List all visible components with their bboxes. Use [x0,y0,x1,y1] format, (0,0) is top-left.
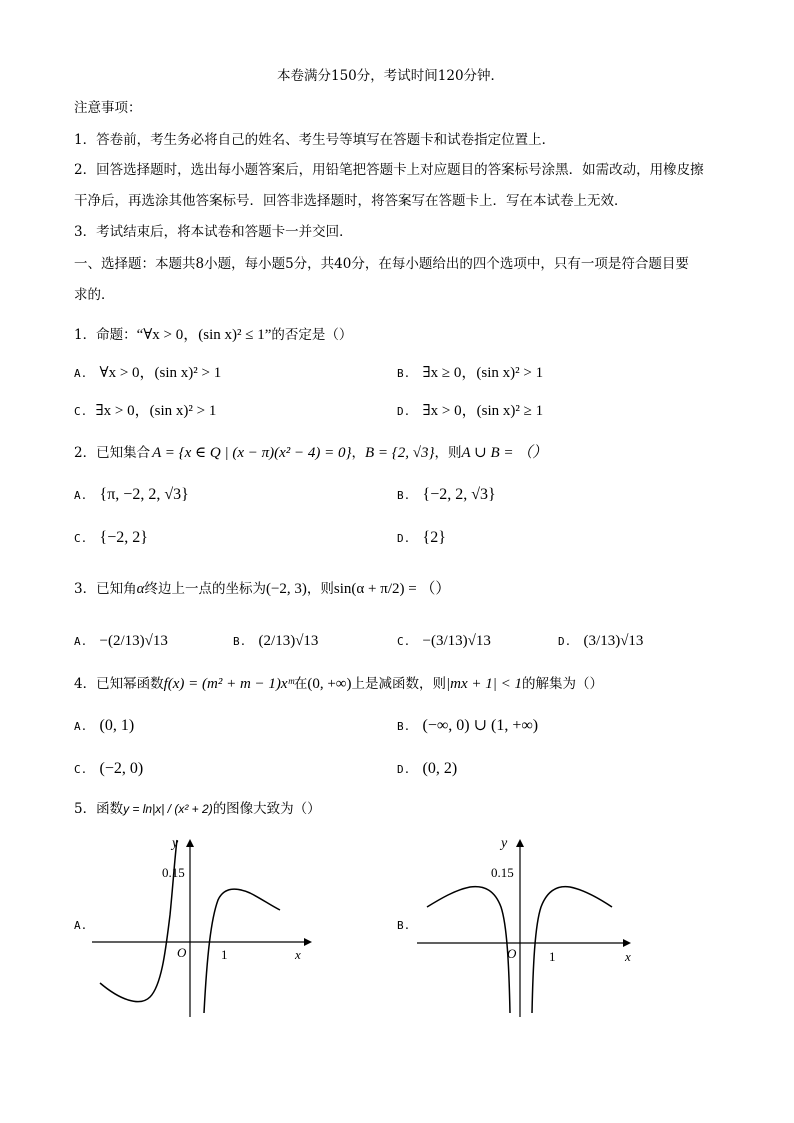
option-letter: D. [397,405,411,418]
graph-a-tick-label: 0.15 [162,865,185,880]
graph-b-y-label: y [501,836,508,851]
option-letter: B. [397,367,411,380]
option-letter: D. [558,635,572,648]
graph-a-y-label: y [172,836,179,851]
option-letter: C. [74,405,88,418]
option-text: (0, 2) [422,760,458,777]
question-3-option-d [558,634,643,649]
question-4-suffix: 的解集为（） [521,676,603,692]
page-title: 本卷满分150分，考试时间120分钟． [277,68,505,84]
graph-b-curve-right [532,887,612,1013]
question-4-option-d [397,761,457,777]
option-text: ∃x > 0，(sin x)² > 1 [95,403,217,419]
graph-b-one-label: 1 [549,949,556,964]
graph-a-origin-label: O [177,945,187,960]
graph-b-x-label: x [625,949,631,964]
option-text: {2} [422,529,446,546]
question-1-option-d [397,404,543,419]
option-text: ∀x > 0，(sin x)² > 1 [99,365,222,381]
arrow-right-icon [623,939,631,947]
graph-a-one-label: 1 [221,947,228,962]
question-3-option-b [233,634,318,649]
question-2-option-b [397,487,496,503]
option-letter: B. [397,720,411,733]
option-text: −(3/13)√13 [422,633,491,649]
graph-b-tick-label: 0.15 [491,865,514,880]
option-letter: C. [397,635,411,648]
option-text: −(2/13)√13 [99,633,168,649]
function-expression: y = ln|x| / (x² + 2) [123,802,213,816]
question-3-ask: sin(α + π/2) = （） [333,581,451,597]
question-4-mid: 在 [293,676,308,692]
arrow-up-icon [186,839,194,847]
section-heading-line-2: 求的． [74,287,115,303]
option-text: {−2, 2} [99,529,148,546]
angle-alpha: α [136,581,145,597]
interval: (0, +∞) [307,676,352,692]
question-3-mid2: ，则 [306,581,334,597]
question-3-prefix: 3．已知角 [74,581,137,597]
notice-item-3: 3．考试结束后，将本试卷和答题卡一并交回． [74,224,353,240]
question-1-stem [74,328,352,343]
question-4-mid2: 上是减函数，则 [351,676,446,692]
inequality: |mx + 1| < 1 [446,676,522,692]
notice-item-2-line-1: 2．回答选择题时，选出每小题答案后，用铅笔把答题卡上对应题目的答案标号涂黑．如需改动，用橡皮擦 [74,162,704,178]
graph-a-x-label: x [295,947,301,962]
question-5-stem [74,803,321,817]
notice-title: 注意事项： [74,100,142,116]
option-text: (−2, 0) [99,760,144,777]
question-4-option-a [74,718,134,734]
graph-b-letter: B. [397,919,411,932]
set-b: B = {2, √3} [365,445,435,461]
section-heading-line-1: 一、选择题：本题共8小题，每小题5分，共40分，在每小题给出的四个选项中，只有一项是符合题目要 [74,256,689,272]
question-1-prefix: 1．命题： [74,327,137,343]
question-1-option-b [397,366,543,381]
option-letter: A. [74,367,88,380]
option-letter: A. [74,489,88,502]
power-function: f(x) = (m² + m − 1)xᵐ [163,676,294,692]
question-4-prefix: 4．已知幂函数 [74,676,164,692]
option-text: {π, −2, 2, √3} [99,486,189,503]
question-2-stem: 2．已知集合 A = {x ∈ Q | (x − π)(x² − 4) = 0}，B = {2, √3}，则A ∪ B = （） [74,445,548,461]
option-letter: B. [397,489,411,502]
option-text: (0, 1) [99,717,135,734]
option-letter: C. [74,532,88,545]
question-2-ask: A ∪ B = （） [461,445,548,461]
graph-a-letter: A. [74,919,88,932]
graph-b-origin-label: O [507,946,517,961]
graph-b [415,835,645,1020]
question-5-suffix: 的图像大致为（） [212,801,321,817]
question-3-stem [74,582,450,597]
question-1-statement: “∀x > 0，(sin x)² ≤ 1” [136,327,272,343]
graph-a-curve-right [204,889,280,1013]
option-letter: A. [74,720,88,733]
question-2-mid: ，则 [434,445,462,461]
graph-b-curve-left [427,887,510,1013]
question-2-option-d [397,530,446,546]
point-coordinate: (−2, 3) [265,581,307,597]
question-1-suffix: 的否定是（） [271,327,353,343]
option-letter: A. [74,635,88,648]
arrow-right-icon [304,938,312,946]
question-3-option-c [397,634,491,649]
question-4-option-b [397,718,538,734]
option-text: ∃x ≥ 0，(sin x)² > 1 [422,365,544,381]
question-3-mid: 终边上一点的坐标为 [144,581,266,597]
question-3-option-a [74,634,168,649]
question-2-prefix: 2．已知集合 [74,445,151,461]
graph-a [90,835,320,1020]
option-text: (−∞, 0) ∪ (1, +∞) [422,717,539,734]
question-5-prefix: 5．函数 [74,801,124,817]
option-text: (2/13)√13 [258,633,319,649]
question-4-stem [74,677,603,692]
question-1-option-c [74,404,216,419]
notice-item-2-line-2: 干净后，再选涂其他答案标号．回答非选择题时，将答案写在答题卡上．写在本试卷上无效． [74,193,628,209]
question-2-option-c [74,530,148,546]
question-1-option-a [74,366,221,381]
question-2-option-a [74,487,189,503]
set-a: A = {x ∈ Q | (x − π)(x² − 4) = 0} [152,445,352,461]
option-letter: D. [397,763,411,776]
option-letter: B. [233,635,247,648]
option-letter: D. [397,532,411,545]
notice-item-1: 1．答卷前，考生务必将自己的姓名、考生号等填写在答题卡和试卷指定位置上． [74,132,556,148]
option-text: {−2, 2, √3} [422,486,496,503]
option-text: ∃x > 0，(sin x)² ≥ 1 [422,403,544,419]
question-4-option-c [74,761,143,777]
option-letter: C. [74,763,88,776]
arrow-up-icon [516,839,524,847]
option-text: (3/13)√13 [583,633,644,649]
